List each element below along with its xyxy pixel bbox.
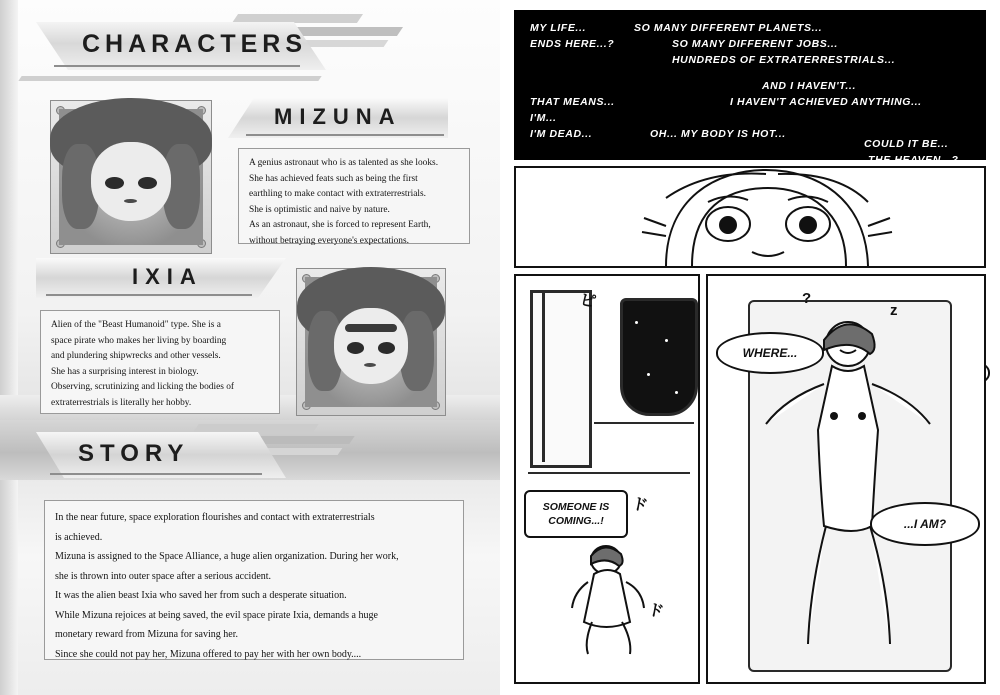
ixia-description	[40, 310, 280, 414]
mizuna-description	[238, 148, 470, 244]
story-text-panel	[44, 500, 464, 660]
portrait-face	[91, 142, 172, 221]
portrait-eye-right	[378, 342, 395, 354]
wall-line	[528, 472, 690, 474]
narration-line: COULD IT BE...	[864, 138, 949, 150]
sfx-do-2: ド	[646, 601, 666, 622]
narration-line: I'M DEAD...	[530, 128, 593, 140]
mizuna-portrait-frame	[50, 100, 212, 254]
bubble-where-text: WHERE...	[742, 346, 798, 360]
star	[635, 321, 638, 324]
panel-bed	[706, 274, 986, 684]
story-line: It was the alien beast Ixia who saved her from such a desperate situation.	[55, 590, 347, 601]
narration-line: I HAVEN'T ACHIEVED ANYTHING...	[730, 96, 922, 108]
ixia-desc-line: Alien of the "Beast Humanoid" type. She is a	[51, 320, 221, 330]
story-decor-stripe-1	[193, 424, 318, 432]
narration-line: AND I HAVEN'T...	[762, 80, 856, 92]
portrait-eye-left	[105, 177, 124, 189]
narration-line: OH... MY BODY IS HOT...	[650, 128, 786, 140]
sfx-question-1: ?	[802, 290, 812, 307]
panel-door	[514, 274, 700, 684]
bubble-someone-text: SOMEONE IS COMING...!	[542, 501, 610, 527]
face-closeup-art	[516, 168, 984, 266]
star	[647, 373, 650, 376]
bubble-i-am	[870, 502, 980, 546]
ixia-portrait-image	[305, 277, 437, 407]
story-header-rule	[50, 473, 262, 475]
portrait-marking	[345, 324, 398, 332]
space-window	[620, 298, 698, 416]
mizuna-nameplate-rule	[246, 134, 444, 136]
mizuna-desc-line: without betraying everyone's expectations.	[249, 235, 409, 246]
story-line: In the near future, space exploration flourishes and contact with extraterrestrials	[55, 512, 375, 523]
story-header-label: STORY	[78, 440, 190, 467]
ixia-name-label: IXIA	[132, 264, 203, 289]
narration-line: HUNDREDS OF EXTRATERRESTRIALS...	[672, 54, 896, 66]
portrait-mouth	[124, 199, 137, 203]
mizuna-desc-line: She has achieved feats such as being the first	[249, 173, 418, 184]
bubble-someone-is-coming	[524, 490, 628, 538]
mizuna-desc-line: earthling to make contact with extraterrestrials.	[249, 189, 427, 199]
story-line: While Mizuna rejoices at being saved, the evil space pirate Ixia, demands a huge	[55, 609, 378, 621]
narration-line: MY LIFE...	[530, 22, 586, 34]
portrait-art	[305, 277, 437, 407]
bubble-where	[716, 332, 824, 374]
story-line: monetary reward from Mizuna for saving her.	[55, 629, 238, 640]
story-line: Mizuna is assigned to the Space Alliance, a huge alien organization. During her work,	[55, 551, 399, 562]
panel-narration	[514, 10, 986, 166]
portrait-art	[59, 109, 203, 245]
door-frame	[530, 290, 592, 468]
narration-line: SO MANY DIFFERENT PLANETS...	[634, 22, 823, 34]
mizuna-portrait-image	[59, 109, 203, 245]
ixia-nameplate	[36, 258, 286, 298]
ixia-desc-line: She has a surprising interest in biology.	[51, 366, 199, 377]
panel-face-closeup	[514, 166, 986, 268]
ixia-desc-line: Observing, scrutinizing and licking the bodies of	[51, 382, 235, 392]
star	[675, 391, 678, 394]
story-line: Since she could not pay her, Mizuna offered to pay her with her own body....	[55, 648, 362, 660]
mizuna-name-label: MIZUNA	[274, 104, 402, 129]
ixia-desc-line: and plundering shipwrecks and other vessels.	[51, 351, 221, 361]
portrait-face	[334, 308, 408, 383]
sfx-sleep-z: z	[890, 302, 898, 319]
sfx-pi: ピ	[577, 291, 598, 312]
ixia-nameplate-rule	[46, 294, 252, 296]
bubble-i-am-text: ...I AM?	[903, 517, 947, 531]
characters-header-rule	[54, 65, 300, 67]
star	[665, 339, 668, 342]
portrait-mouth	[364, 363, 376, 367]
story-line: is achieved.	[55, 531, 103, 543]
characters-header	[36, 22, 326, 70]
ixia-desc-line: extraterrestrials is literally her hobby.	[51, 397, 192, 408]
story-line: she is thrown into outer space after a serious accident.	[55, 570, 272, 582]
narration-line: SO MANY DIFFERENT JOBS...	[672, 38, 838, 50]
right-page	[500, 0, 1000, 695]
mizuna-desc-line: A genius astronaut who is as talented as she looks.	[249, 158, 439, 168]
ixia-desc-line: space pirate who makes her living by boarding	[51, 335, 227, 346]
wall-line	[594, 422, 694, 424]
door-seam	[542, 290, 545, 462]
characters-header-label: CHARACTERS	[82, 30, 307, 58]
portrait-eye-left	[347, 342, 364, 354]
mizuna-nameplate	[228, 98, 448, 138]
narration-line: THAT MEANS...	[530, 96, 615, 108]
mizuna-desc-line: As an astronaut, she is forced to represent Earth,	[249, 220, 431, 230]
narration-line: THE HEAVEN...?	[868, 154, 959, 166]
narration-line: I'M...	[530, 112, 557, 124]
mizuna-desc-line: She is optimistic and naive by nature.	[249, 204, 390, 215]
story-header	[36, 432, 286, 478]
sfx-do-1: ド	[630, 495, 650, 516]
decor-stripe-4	[18, 76, 321, 81]
narration-line: ENDS HERE...?	[530, 38, 615, 50]
ixia-portrait-frame	[296, 268, 446, 416]
